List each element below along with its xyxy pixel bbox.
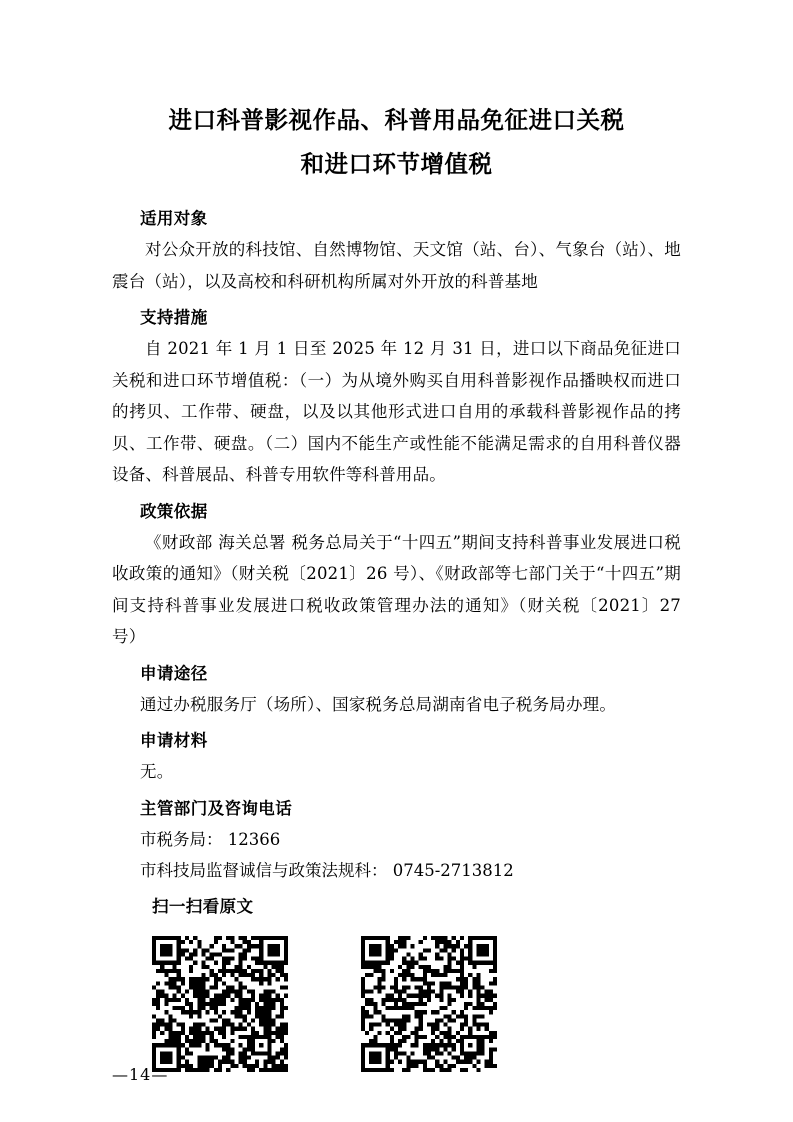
section-paragraph: 无。 <box>140 762 174 781</box>
section-heading: 申请材料 <box>140 731 208 750</box>
section-paragraph: 《财政部 海关总署 税务总局关于“十四五”期间支持科普事业发展进口税收政策的通知》（财关税〔2021〕26 号）、《财政部等七部门关于“十四五”期间支持科普事业发展进口税收政策管理办法的通知》（财关税〔2021〕27 号） <box>112 532 681 646</box>
section-measures <box>112 303 681 491</box>
section-scope <box>112 204 681 297</box>
section-contact <box>112 794 681 886</box>
section-application-channel <box>112 659 681 721</box>
contact-line: 市科技局监督诚信与政策法规科： 0745-2713812 <box>140 860 514 880</box>
section-paragraph: 通过办税服务厅（场所）、国家税务总局湖南省电子税务局办理。 <box>140 694 617 714</box>
section-heading: 支持措施 <box>140 308 208 327</box>
section-heading: 主管部门及咨询电话 <box>140 798 293 818</box>
section-paragraph: 对公众开放的科技馆、自然博物馆、天文馆（站、台）、气象台（站）、地震台（站），以及高校和科研机构所属对外开放的科普基地 <box>112 240 681 291</box>
contact-line: 市税务局： 12366 <box>140 829 281 849</box>
page-title <box>112 98 681 186</box>
section-qr <box>112 892 681 1072</box>
section-heading: 申请途径 <box>140 663 208 683</box>
page-number: —14— <box>112 1065 169 1084</box>
qr-code-group <box>152 936 681 1072</box>
section-heading: 适用对象 <box>140 209 208 228</box>
qr-code-right <box>361 936 497 1072</box>
qr-heading: 扫一扫看原文 <box>152 896 254 916</box>
title-line-2: 和进口环节增值税 <box>300 150 493 178</box>
section-policy-basis <box>112 497 681 653</box>
section-application-materials <box>112 726 681 788</box>
qr-code-left <box>152 936 288 1072</box>
section-heading: 政策依据 <box>140 501 208 521</box>
section-paragraph: 自 2021 年 1 月 1 日至 2025 年 12 月 31 日，进口以下商品免征进口关税和进口环节增值税：（一）为从境外购买自用科普影视作品播映权而进口的拷贝、工作带、硬盘，以及以其他形式进口自用的承载科普影视作品的拷贝、工作带、硬盘。（二）国内不能生产或性能不能满足需求的自用科普仪器设备、科普展品、科普专用软件等科普用品。 <box>112 339 681 484</box>
title-line-1: 进口科普影视作品、科普用品免征进口关税 <box>168 106 625 134</box>
